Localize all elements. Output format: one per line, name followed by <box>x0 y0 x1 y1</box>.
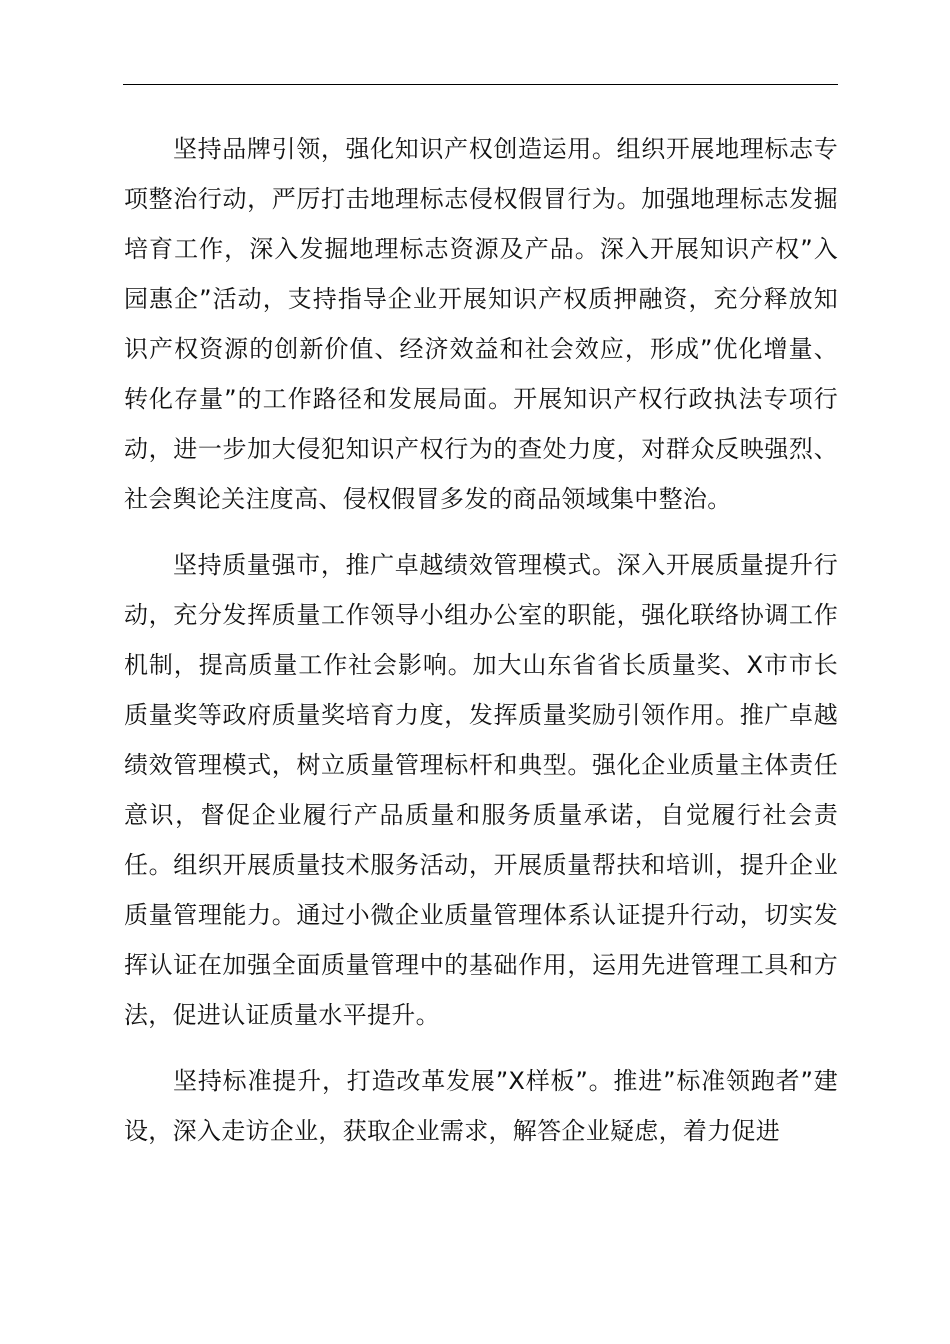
document-body <box>124 124 838 1172</box>
header-divider <box>123 84 838 85</box>
paragraph-standard-upgrade: 坚持标准提升，打造改革发展”X样板”。推进”标准领跑者”建设，深入走访企业，获取企业需求，解答企业疑虑，着力促进 <box>124 1067 838 1145</box>
paragraph-brand-leadership: 坚持品牌引领，强化知识产权创造运用。组织开展地理标志专项整治行动，严厉打击地理标志侵权假冒行为。加强地理标志发掘培育工作，深入发掘地理标志资源及产品。深入开展知识产权”入园惠企”活动，支持指导企业开展知识产权质押融资，充分释放知识产权资源的创新价值、经济效益和社会效应，形成”优化增量、转化存量”的工作路径和发展局面。开展知识产权行政执法专项行动，进一步加大侵犯知识产权行为的查处力度，对群众反映强烈、社会舆论关注度高、侵权假冒多发的商品领域集中整治。 <box>124 135 838 513</box>
paragraph-quality-city: 坚持质量强市，推广卓越绩效管理模式。深入开展质量提升行动，充分发挥质量工作领导小组办公室的职能，强化联络协调工作机制，提高质量工作社会影响。加大山东省省长质量奖、X市市长质量奖等政府质量奖培育力度，发挥质量奖励引领作用。推广卓越绩效管理模式，树立质量管理标杆和典型。强化企业质量主体责任意识，督促企业履行产品质量和服务质量承诺，自觉履行社会责任。组织开展质量技术服务活动，开展质量帮扶和培训，提升企业质量管理能力。通过小微企业质量管理体系认证提升行动，切实发挥认证在加强全面质量管理中的基础作用，运用先进管理工具和方法，促进认证质量水平提升。 <box>124 551 838 1029</box>
